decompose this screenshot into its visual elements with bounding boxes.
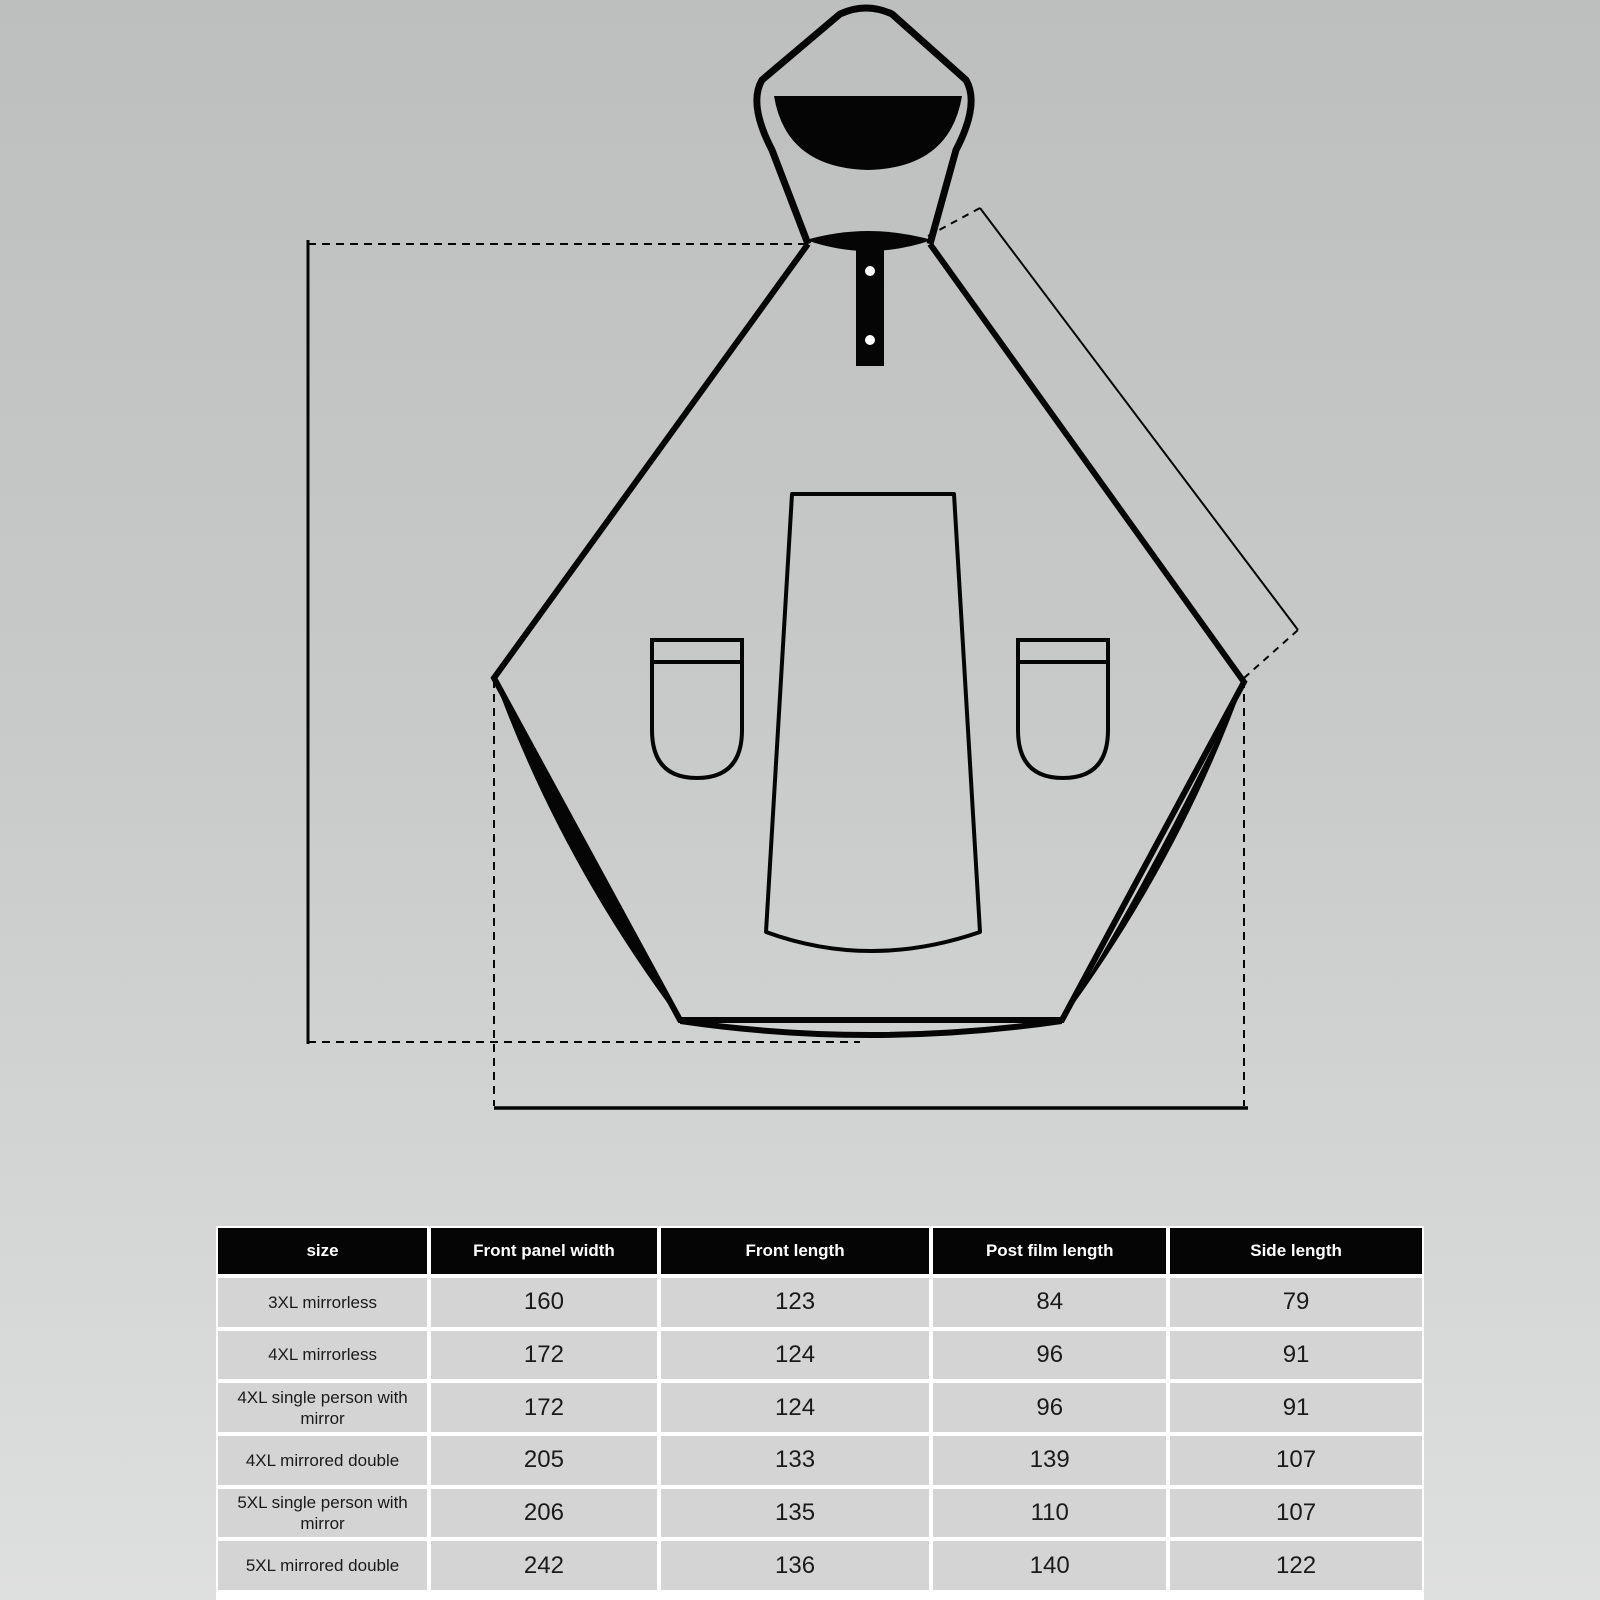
header-side-length: Side length	[1170, 1228, 1422, 1274]
front-length-cell: 124	[661, 1331, 929, 1380]
table-row	[218, 1489, 1422, 1538]
hood-icon	[757, 8, 971, 251]
side-length-cell: 122	[1170, 1541, 1422, 1590]
size-cell: 3XL mirrorless	[218, 1278, 427, 1327]
front-length-cell: 136	[661, 1541, 929, 1590]
front-length-cell: 133	[661, 1436, 929, 1485]
front-panel-width-cell: 242	[431, 1541, 657, 1590]
table-row	[218, 1436, 1422, 1485]
right-pocket-icon	[1018, 640, 1108, 778]
size-table	[214, 1224, 1426, 1594]
table-row	[218, 1383, 1422, 1432]
post-film-length-cell: 140	[933, 1541, 1166, 1590]
size-cell: 4XL single person with mirror	[218, 1383, 427, 1432]
table-header-row	[218, 1228, 1422, 1274]
front-length-cell: 124	[661, 1383, 929, 1432]
side-length-cell: 107	[1170, 1489, 1422, 1538]
size-cell: 5XL mirrored double	[218, 1541, 427, 1590]
post-film-length-cell: 96	[933, 1383, 1166, 1432]
side-length-cell: 79	[1170, 1278, 1422, 1327]
size-chart	[216, 1226, 1424, 1600]
front-panel-icon	[766, 494, 980, 951]
front-length-cell: 135	[661, 1489, 929, 1538]
front-panel-width-cell: 206	[431, 1489, 657, 1538]
header-front-length: Front length	[661, 1228, 929, 1274]
header-front-panel-width: Front panel width	[431, 1228, 657, 1274]
table-row	[218, 1541, 1422, 1590]
front-length-cell: 123	[661, 1278, 929, 1327]
table-row	[218, 1331, 1422, 1380]
size-cell: 4XL mirrored double	[218, 1436, 427, 1485]
post-film-length-cell: 139	[933, 1436, 1166, 1485]
front-panel-width-cell: 172	[431, 1383, 657, 1432]
post-film-length-cell: 110	[933, 1489, 1166, 1538]
size-cell: 5XL single person with mirror	[218, 1489, 427, 1538]
placket-icon	[856, 248, 884, 366]
post-film-length-cell: 84	[933, 1278, 1166, 1327]
header-post-film-length: Post film length	[933, 1228, 1166, 1274]
front-panel-width-cell: 172	[431, 1331, 657, 1380]
side-length-cell: 91	[1170, 1383, 1422, 1432]
front-panel-width-cell: 205	[431, 1436, 657, 1485]
size-cell: 4XL mirrorless	[218, 1331, 427, 1380]
side-length-dimension	[928, 208, 1298, 678]
post-film-length-cell: 96	[933, 1331, 1166, 1380]
side-length-cell: 107	[1170, 1436, 1422, 1485]
front-length-dimension	[308, 240, 860, 1044]
left-pocket-icon	[652, 640, 742, 778]
side-length-cell: 91	[1170, 1331, 1422, 1380]
header-size: size	[218, 1228, 427, 1274]
front-panel-width-cell: 160	[431, 1278, 657, 1327]
table-row	[218, 1278, 1422, 1327]
